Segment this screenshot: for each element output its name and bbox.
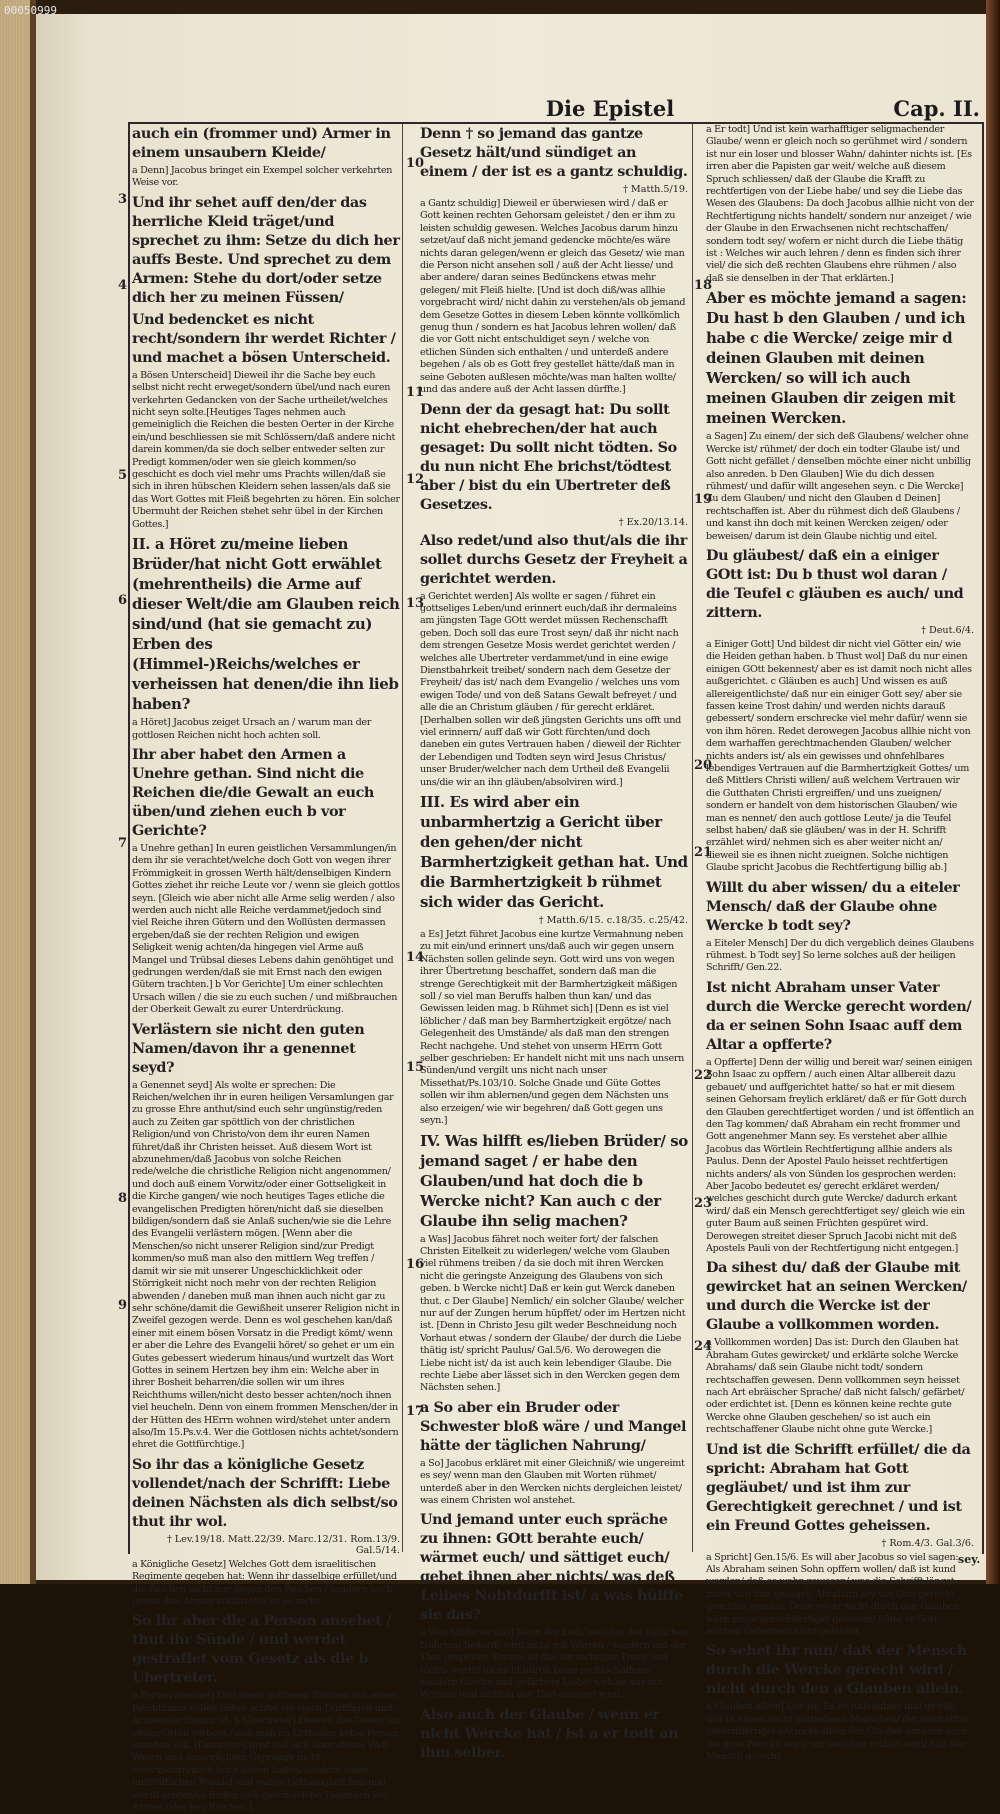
verse-text: Da sihest du/ daß der Glaube mit gewircket hat an seinen Wercken/ und durch die Wercke ist der Glaube a vollkommen worden. xyxy=(706,1259,967,1334)
column-rule-1 xyxy=(402,124,403,1552)
verse-number: 18 xyxy=(694,278,713,293)
verse-text: auch ein (frommer und) Armer in einem unsaubern Kleide/ xyxy=(132,125,391,161)
verse-text: Also redet/und also thut/als die ihr sollet durchs Gesetz der Freyheit a gerichtet werden. xyxy=(420,531,688,587)
verse-number: 9 xyxy=(118,1298,128,1313)
commentary-note: a Opfferte] Denn der willig und bereit war/ seinen einigen Sohn Isaac zu opffern / auch einen Altar allbereit dazu gebauet/ und auffgerichtet hatte/ so hat er mit diesem seinen Gehorsam freylich erkläret/ daß er für Gott durch den Glauben gerechtfertiget worden / und ist öffentlich an den Tag kommen/ daß Abraham ein recht frommer und Gott angenehmer Mann sey. Es verstehet aber allhie Jacobus das Wörtlein Rechtfertigung allhie anders als Paulus. Denn der Apostel Paulo heisset rechtfertigen nichts anders/ als von Sünden los gesprochen werden: Aber Jacobo bedeutet es/ gerecht erkläret werden/ welches geschicht durch gute Wercke/ dadurch erkant wird/ daß ein Mensch gerechtfertiget sey/ gleich wie ein guter Baum auß seinen Früchten gespüret wird. Derowegen streitet dieser Spruch Jacobi nicht mit deß Apostels Pauli von der Rechtfertigung nicht entgegen.] xyxy=(706,1056,974,1254)
commentary-note: a Es] Jetzt führet Jacobus eine kurtze Vermahnung neben zu mit ein/und erinnert uns/daß auch wir gegen unsern Nächsten sollen gelinde seyn. Gott wird uns von wegen ihrer Übertretung beschaffet, sondern daß man die strenge Gerechtigkeit mit der Barmhertzigkeit mäßigen soll / so viel man Beruffs halben thun kan/ und das Gewissen leiden mag. b Rühmet sich] [Denn es ist viel löblicher / daß man bey Barmhertzigkeit ergötze/ nach Gelegenheit des Umstände/ als daß man den strengen Recht nachgehe. Und stehet von unserm HErrn Gott selber geschrieben: Er handelt nicht mit uns nach unsern Sünden/und vergilt uns nicht nach unser Missethat/Ps.103/10. Solche Gnade und Güte Gottes sollen wir ihm ablernen/und gegen dem Nächsten uns also erzeigen/ wie wir begehren/ daß Gott gegen uns seyn.] xyxy=(420,929,685,1127)
text-column-left xyxy=(132,124,400,1814)
commentary-note: a Denn] Jacobus bringet ein Exempel solcher verkehrten Weise vor. xyxy=(132,165,393,189)
commentary-note: a Vollkommen worden] Das ist: Durch den Glauben hat Abraham Gutes gewircket/ und erklärte solche Wercke Abrahams/ daß sein Glaube nicht todt/ sondern rechtschaffen gewesen. Denn vollkommen seyn heisset nach Art ebräischer Sprache/ daß nicht falsch/ gefärbet/ oder erdichtet ist. [Denn es können keine rechte gute Wercke ohne Glauben geschehen/ so ist auch ein rechtschaffener Glaube nicht ohne gute Wercke.] xyxy=(706,1337,965,1436)
verse-text: Du gläubest/ daß ein a einiger GOtt ist: Du b thust wol daran / die Teufel c gläuben es auch/ und zittern. xyxy=(706,546,964,621)
verse-text: So ihr aber die a Person ansehet / thut ihr Sünde / und werdet gestraffet vom Gesetz als die b Ubertreter. xyxy=(132,1612,392,1687)
verse-number: 19 xyxy=(694,492,713,507)
verse-text: Ist nicht Abraham unser Vater durch die Wercke gerecht worden/ da er seinen Sohn Isaac auff dem Altar a opfferte? xyxy=(706,978,972,1053)
verse-text: IV. Was hilfft es/lieben Brüder/ so jemand saget / er habe den Glauben/und hat doch die b Wercke nicht? Kan auch c der Glaube ihn selig machen? xyxy=(420,1131,688,1230)
text-column-middle xyxy=(420,124,688,1761)
verse-text: Denn der da gesagt hat: Du sollt nicht ehebrechen/der hat auch gesaget: Du sollt nicht tödten. So du nun nicht Ehe brichst/tödtest aber / bist du ein Ubertreter deß Gesetzes. xyxy=(420,400,677,513)
commentary-note: a So] Jacobus erkläret mit einer Gleichniß/ wie ungereimt es sey/ wenn man den Glauben mit Worten rühmet/ unterdeß aber in den Wercken nichts dergleichen leistet/ was einem Christen wol anstehet. xyxy=(420,1457,685,1506)
cross-reference: † Matth.6/15. c.18/35. c.25/42. xyxy=(538,915,688,926)
verse-number: 20 xyxy=(694,758,713,773)
header-chapter: Cap. II. xyxy=(893,96,980,121)
verse-number: 15 xyxy=(406,1060,425,1075)
book-cover-rim xyxy=(986,0,1000,1584)
commentary-note: a Einiger Gott] Und bildest dir nicht viel Götter ein/ wie die Heiden gethan haben. b Thust wol] Daß du nur einen einigen GOtt bekennest/ aber es ist damit noch nicht alles außgerichtet. c Gläuben es auch] Und wissen es auß allereigentlichste/ daß nur ein einiger Gott sey/ aber sie fassen keine Trost dahin/ und werden nichts darauß gebessert/ sondern erschrecke viel mehr dafür/ wenn sie von ihm hören. Redet derowegen Jacobus allhie nicht von dem warhaffen gerechtmachenden Glauben/ welcher nichts anders ist/ als ein gewisses und ohnfehlbares lebendiges Vertrauen auf die Barmhertzigkeit Gottes/ um deß Mittlers Christi willen/ auß welchem Vertrauen wir die Gutthaten Christi ergreiffen/ und uns zueignen/ sondern er handelt von dem historischen Glauben/ wie man es nennet/ den auch gottlose Leute/ ja die Teufel selbst haben/ daß sie gläuben/ was in der H. Schrifft erzählet wird/ nehmen sich es aber weiter nicht an/ dieweil sie es ihnen nicht zueignen. Solche nichtigen Glaube spricht Jacobus die Rechtfertigung billig ab.] xyxy=(706,638,972,874)
verse-text: Und ist die Schrifft erfüllet/ die da spricht: Abraham hat Gott gegläubet/ und ist ihm zur Gerechtigkeit gerechnet / und ist ein Freund Gottes geheissen. xyxy=(706,1440,971,1534)
commentary-note: a Genennet seyd] Als wolte er sprechen: Die Reichen/welchen ihr in euren heiligen Versamlungen gar zu grosse Ehre anthut/sind euch sehr ungünstig/reden auch zu Zeiten gar spöttlich von der christlichen Religion/und von Christo/von dem ihr euren Namen führet/daß ihr Christen heisset. Auß diesem Wort ist abzunehmen/daß Jacobus von solche Reichen rede/welche die christliche Religion nicht angenommen/ und doch auß einem Vorwitz/oder einer Gottseligkeit in die Kirche gangen/ wie noch heutiges Tages etliche die evangelischen Predigten hören/nicht daß sie dieselben bildigen/sondern daß sie Anlaß suchen/wie sie die Lehre des Evangelii verlästern mögen. [Wenn aber die Menschen/so nicht unserer Religion sind/zur Predigt kommen/so muß man also den mittlern Weg treffen / damit wir sie mit unserer Ungeschicklichkeit oder Störrigkeit nicht noch mehr von der rechten Religion abwenden / daneben muß man ihnen auch nicht gar zu sehr schöne/damit die Gewißheit unserer Religion nicht in Zweifel gezogen werde. Denn es wol geschehen kan/daß einer mit einem bösen Vorsatz in die Predigt kömt/ wenn er aber die Lehre des Evangelii höret/ so gehet er um ein Gutes gebessert wiederum hinaus/und wurtzelt das Wort Gottes in seinem Hertzen bey ihm ein: Welche aber in ihrer Bosheit beharren/die sollen wir um ihres Reichthums willen/nicht desto besser achten/noch ihnen viel heucheln. Denn von einem frommen Menschen/der in der Hütten des HErrn wohnen wird/stehet unter andern also/Im 15.Ps.v.4. Wer die Gottlosen nichts achtet/sondern ehret die Gottfürchtige.] xyxy=(132,1079,400,1451)
verse-text: Also auch der Glaube / wenn er nicht Wercke hat / ist a er todt an ihm selber. xyxy=(420,1705,679,1761)
book-page-edges xyxy=(0,0,30,1584)
cross-reference: † Deut.6/4. xyxy=(921,624,974,636)
verse-number: 7 xyxy=(118,836,128,851)
commentary-note: a Bösen Unterscheid] Dieweil ihr die Sache bey euch selbst nicht recht erweget/sondern übel/und nach euren verkehrten Gedancken von der Sache urtheilet/welches nicht seyn solte.[Heutiges Tages nehmen auch gemeiniglich die Reichen die besten Oerter in der Kirche ein/und beschliessen sie mit Schlössern/daß andere nicht darein kommen/da sie doch selber entweder selten zur Predigt kommen/oder wen sie gleich kommen/so geschicht es doch viel mehr ums Prachts willen/daß sie sich in ihren hübschen Kleidern sehen lassen/als daß sie das Wort Gottes mit Fleiß begehrten zu hören. Ein solcher Ubermuht der Reichen stehet sehr übel in der Kirchen Gottes.] xyxy=(132,369,400,530)
verse-number: 22 xyxy=(694,1068,713,1083)
verse-number: 17 xyxy=(406,1404,425,1419)
verse-text: II. a Höret zu/meine lieben Brüder/hat nicht Gott erwählet (mehrentheils) die Arme auf dieser Welt/die am Glauben reich sind/und (hat sie gemacht zu) Erben des (Himmel-)Reichs/welches er verheissen hat denen/die ihn lieb haben? xyxy=(132,535,400,714)
verse-number: 6 xyxy=(118,593,128,608)
verse-text: Und ihr sehet auff den/der das herrliche Kleid träget/und sprechet zu ihm: Setze du dich her auffs Beste. Und sprechet zu dem Armen: Stehe du dort/oder setze dich her zu meinen Füssen/ xyxy=(132,193,400,306)
cross-reference: † Lev.19/18. Matt.22/39. Marc.12/31. Rom.13/9. Gal.5/14. xyxy=(166,1533,400,1556)
commentary-note: a Er todt] Und ist kein warhafftiger seligmachender Glaube/ wenn er gleich noch so gerühmet wird / sondern ist nur ein loser und blosser Wahn/ dahinter nichts ist. [Es irren aber die Papisten gar weit/ welche auß diesem Spruch schliessen/ daß der Glaube die Krafft zu rechtfertigen von der Liebe habe/ und sey die Liebe das Wesen des Glaubens: Da doch Jacobus allhie nicht von der Rechtfertigung nichts handelt/ sondern nur anzeiget / wie der Glaube in den Erwachsenen nicht rechtschaffen/ sondern todt sey/ wofern er nicht durch die Liebe thätig ist : Welches wir auch lehren / denn es finden sich ihrer viel/ die sich deß rechten Glaubens ehre rühmen / also daß sie denselben in der That erklärten.] xyxy=(706,124,974,284)
catchword: sey. xyxy=(958,1553,981,1566)
verse-number: 13 xyxy=(406,596,425,611)
commentary-note: a Was hülffe sie das] Denn der Leib/ welcher der täglichen Nahrung bedarff/ wird nicht mit Worten / sondern mit der That gespeiset. Darum ist das ein nichtiger Trost/ und nichts werth/ da nicht durch keine rechtschaffene/ sondern falsche und gefärbete Liebe/ welche nur mit Worten/ und nicht in der That erzeiget wird. xyxy=(420,1627,688,1701)
verse-text: Verlästern sie nicht den guten Namen/davon ihr a genennet seyd? xyxy=(132,1020,365,1076)
commentary-note: a Sagen] Zu einem/ der sich deß Glaubens/ welcher ohne Wercke ist/ rühmet/ der doch ein todter Glaube ist/ und Gott nicht gefället / denselben möchte einer nicht unbillig also anreden. b Den Glauben] Wie du dich dessen rühmest/ und dafür willt angesehen seyn. c Die Wercke] Zu dem Glauben/ und nicht den Glauben d Deinen] rechtschaffen ist. Aber du rühmest dich deß Glaubens / und kanst ihn doch mit keinen Wercken zeigen/ oder beweisen/ darum ist dein Glaube nichtig und eitel. xyxy=(706,431,971,542)
scan-id: 00050999 xyxy=(4,4,57,17)
commentary-note: a Spricht] Gen.15/6. Es will aber Jacobus so viel sagen: Als Abraham seinen Sohn opffern wollen/ daß ist kund worden/ daß es wahr gewesen/ was die Schrifft längst zuvor von ihm gesaget: Abraham sey vor Gott gerecht geachtet worden. Denn wo er nicht durch den Glauben wäre zuvor gerechtfertiget gewesen/ hätte er Gott solchen Gehorsam nicht geleistet. xyxy=(706,1551,959,1638)
commentary-note: a Person ansehet] Und einen gottlosen Reichen um seines Reichthums willen höher achtet als einen Dürfftigen und Armen/der fromm ist. b Ubertreter] Dieweil das Gesetz an vielen Orten verbeut / daß man im Urtheilen keine Person ansehen soll. [Denn ein Christ soll sich über dieses Welt Wesen und äusserlichem Gepränge nicht verwundern/noch hoch davon halten/sondern einen unsträfflichen Wandel und wahre Gottseligkeit lieb und werth achten/es finden sich gleich solche Tugenden bey Armen oder bey Reichen.] xyxy=(132,1690,400,1814)
verse-number: 23 xyxy=(694,1196,713,1211)
commentary-note: a Eiteler Mensch] Der du dich vergeblich deines Glaubens rühmest. b Todt sey] So lerne solches auß der heiligen Schrifft/ Gen.22. xyxy=(706,937,974,974)
commentary-note: a Königliche Gesetz] Welches Gott dem israelitischen Regimente gegeben hat: Wenn ihr dasselbige erfüllet/und die Reichen nicht nur gegen den Reichen / sondern auch gegen den Armen erkläret/so ist es recht. xyxy=(132,1558,397,1607)
commentary-note: a Unehre gethan] In euren geistlichen Versammlungen/in dem ihr sie verachtet/welche doch Gott von wegen ihrer Frömmigkeit in grossen Werth hält/denselbigen Kindern Gottes ziehet ihr reiche Leute vor / wenn sie gleich gottlos seyn. [Gleich wie aber nicht alle Arme selig werden / also werden auch nicht alle Reiche verdammet/jedoch sind viel Reiche ihren Gütern und den Wollüsten dermassen ergeben/daß sie der rechten Religion und ewigen Seligkeit wenig achten/da hingegen viel Arme auß Mangel und Trübsal dieses Lebens dahin genöhtiget und gedrungen werden/daß sie mit Ernst nach den ewigen Gütern trachten.] b Vor Gerichte] Um einer schlechten Ursach willen / die sie zu euch suchen / und mißbrauchen der Oberkeit Gewalt zu eurer Unterdrückung. xyxy=(132,842,400,1016)
verse-text: So sehet ihr nun/ daß der Mensch durch die Wercke gerecht wird / nicht durch den a Glauben allein. xyxy=(706,1642,967,1698)
commentary-note: a Glauben allein] Das ist: Es ist unleugbar/ und gewiß/ daß in einem recht gottseligen Menschen/ der warhafftig gerechtfertiget ist/ nicht allein der Glaube/ sondern auch die gute Wercke seyn/ mit welchen erklärt wird/ daß der Mensch gerecht xyxy=(706,1701,969,1763)
verse-text: So ihr das a königliche Gesetz vollendet/nach der Schrifft: Liebe deinen Nächsten als dich selbst/so thut ihr wol. xyxy=(132,1455,398,1530)
verse-text: Und bedencket es nicht recht/sondern ihr werdet Richter / und machet a bösen Unterscheid. xyxy=(132,310,396,366)
commentary-note: a Gerichtet werden] Als wollte er sagen / führet ein gottseliges Leben/und erinnert euch/daß ihr dermaleins am jüngsten Tage GOtt werdet müssen Rechenschafft geben. Doch soll das eure Trost seyn/ daß ihr nicht nach dem strengen Gesetze Mosis werdet gerichtet werden / welches alle Ubertreter verdammet/und in eine ewige Dienstbahrkeit treibet/ sondern nach dem Gesetze der Freyheit/ das ist/ nach dem Evangelio / welches uns vom ewigen Tode/ und von deß Satans Gewalt befreyet / und alle die an Christum gläuben / für gerecht erkläret. [Derhalben sollen wir deß jüngsten Gerichts uns offt und viel erinnern/ auff daß wir Gott fürchten/und doch daneben ein gutes Vertrauen haben / dieweil der Richter der Lebendigen und Todten seyn wird Jesus Christus/ unser Bruder/welcher nach dem Urtheil deß Evangelii uns/die wir an ihn gläuben/absolviren wird.] xyxy=(420,590,681,788)
verse-number: 21 xyxy=(694,845,713,860)
verse-number: 12 xyxy=(406,472,425,487)
verse-text: Willt du aber wissen/ du a eiteler Mensch/ daß der Glaube ohne Wercke b todt sey? xyxy=(706,878,960,934)
cross-reference: † Rom.4/3. Gal.3/6. xyxy=(881,1537,974,1549)
commentary-note: a Gantz schuldig] Dieweil er überwiesen wird / daß er Gott keinen rechten Gehorsam geleistet / den er ihm zu leisten schuldig gewesen. Welches Jacobus darum hinzu setzet/auf daß nicht jemand gedencke möchte/es wäre nichts daran gelegen/wenn er gleich das Gesetz/ wie man die Person nicht ansehen soll / auß der Acht liesse/ und aber andere/ daran seines Bedünckens etwas mehr gelegen/ mit Fleiß hielte. [Und ist doch diß/was allhie vorgebracht wird/ nicht dahin zu verstehen/als ob jemand dem Gesetze Gottes in diesem Leben könnte vollkömlich genug thun / sondern es hat Jacobus lehren wollen/ daß die vor Gott nicht entschuldiget seyn / welche von etlichen Sünden sich enthalten / und unterdeß andere begehen / als ob es Gott frey gestellet hätte/daß man in seine Geboten außlesen möchte/was man halten wollte/ und das andere auß der Acht lassen dürffte.] xyxy=(420,198,686,396)
column-rule-2 xyxy=(692,124,693,1552)
verse-number: 16 xyxy=(406,1257,425,1272)
verse-number: 8 xyxy=(118,1191,128,1206)
verse-text: Und jemand unter euch spräche zu ihnen: GOtt berahte euch/ wärmet euch/ und sättiget euch/ gebet ihnen aber nichts/ was deß Leibes Nohtdurfft ist/ a was hülffe sie das? xyxy=(420,1511,683,1624)
text-column-right xyxy=(706,124,974,1763)
cross-reference: † Matth.5/19. xyxy=(623,184,688,195)
verse-number: 11 xyxy=(406,385,425,400)
header-title: Die Epistel xyxy=(545,96,675,121)
verse-number: 4 xyxy=(118,278,128,293)
commentary-note: a Was] Jacobus fähret noch weiter fort/ der falschen Christen Eitelkeit zu widerlegen/ welche vom Glauben viel rühmens treiben / da sie doch mit ihren Wercken nicht die geringste Anzeigung des Glaubens von sich geben. b Wercke nicht] Daß er kein gut Werck daneben thut. c Der Glaube] Nemlich/ ein solcher Glaube/ welcher nur auf der Zungen herum hüpffet/ oder im Hertzen nicht ist. [Denn in Christo Jesu gilt weder Beschneidung noch Vorhaut etwas / sondern der Glaube/ der durch die Liebe thätig ist/ spricht Paulus/ Gal.5/6. Wo derowegen die Liebe nicht ist/ da ist auch kein lebendiger Glaube. Die rechte Liebe aber lässet sich in den Wercken gegen dem Nächsten sehen.] xyxy=(420,1233,686,1394)
verse-text: Aber es möchte jemand a sagen: Du hast b den Glauben / und ich habe c die Wercke/ zeige mir d deinen Glauben mit deinen Wercken/ so will ich auch meinen Glauben dir zeigen mit meinen Wercken. xyxy=(706,289,967,428)
commentary-note: a Höret] Jacobus zeiget Ursach an / warum man der gottlosen Reichen nicht hoch achten soll. xyxy=(132,717,372,741)
cross-reference: † Ex.20/13.14. xyxy=(618,516,688,528)
verse-number: 10 xyxy=(406,156,425,171)
verse-text: Ihr aber habet den Armen a Unehre gethan. Sind nicht die Reichen die/die Gewalt an euch üben/und ziehen euch b vor Gerichte? xyxy=(132,745,374,839)
verse-number: 5 xyxy=(118,468,128,483)
verse-number: 14 xyxy=(406,950,425,965)
verse-number: 24 xyxy=(694,1339,713,1354)
verse-text: Denn † so jemand das gantze Gesetz hält/und sündiget an einem / der ist es a gantz schuldig. xyxy=(420,125,688,180)
verse-text: III. Es wird aber ein unbarmhertzig a Gericht über den gehen/der nicht Barmhertzigkeit gethan hat. Und die Barmhertzigkeit b rühmet sich wider das Gericht. xyxy=(420,793,688,911)
verse-number: 3 xyxy=(118,192,128,207)
verse-text: a So aber ein Bruder oder Schwester bloß wäre / und Mangel hätte der täglichen Nahrung/ xyxy=(420,1398,687,1454)
